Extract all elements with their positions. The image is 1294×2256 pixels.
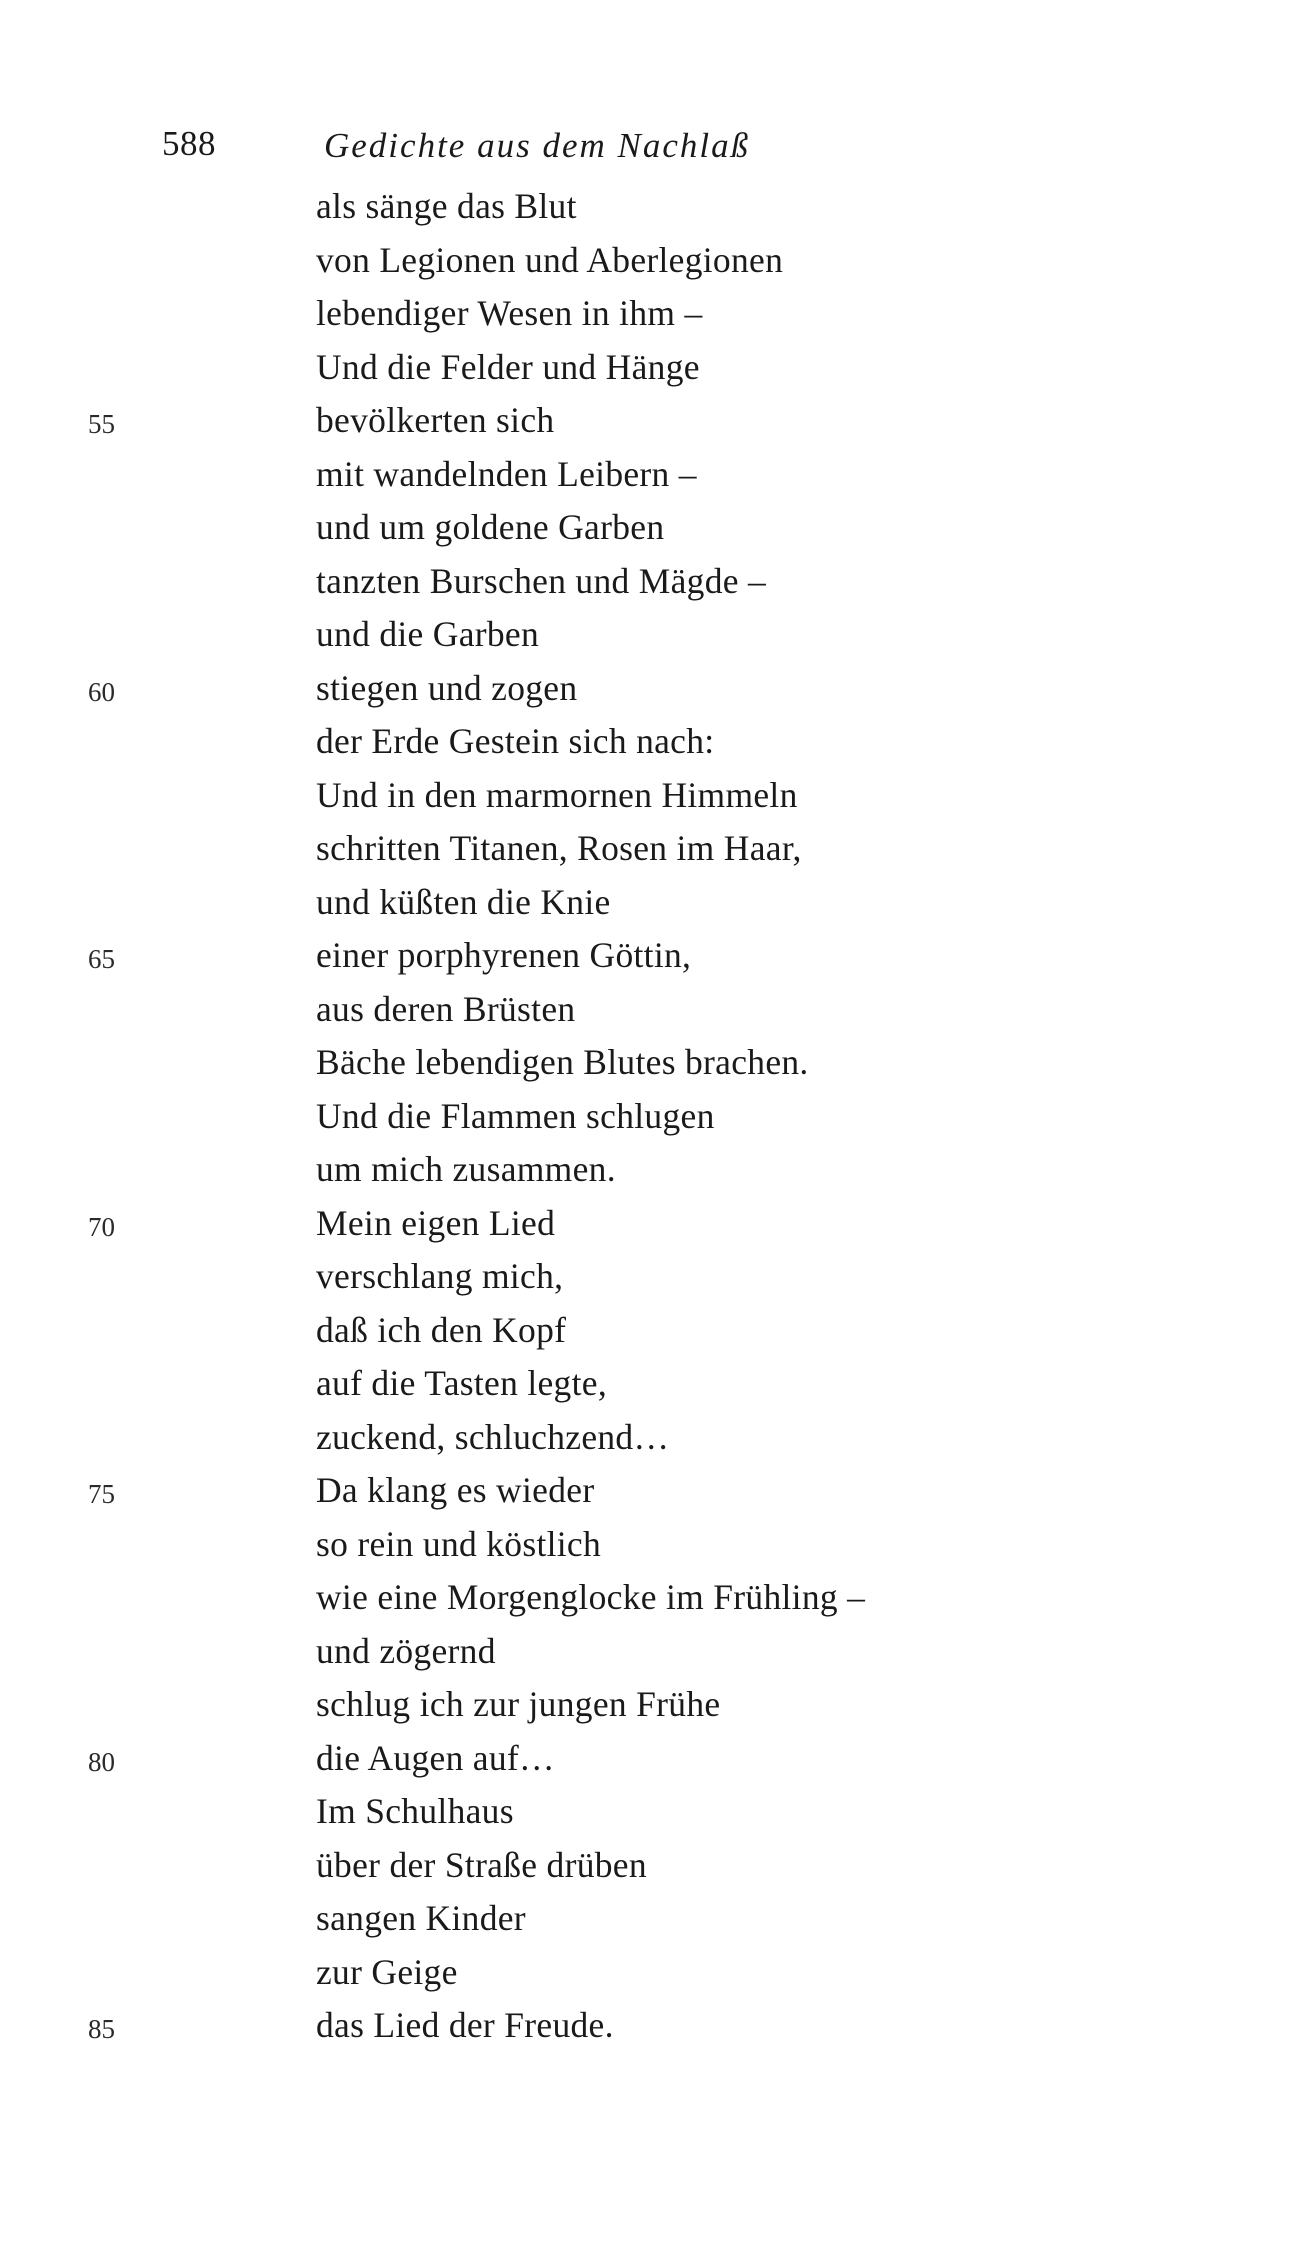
- poem-line: [0, 396, 1294, 450]
- poem-line: [0, 878, 1294, 932]
- line-text: Und die Flammen schlugen: [316, 1095, 715, 1136]
- running-title: Gedichte aus dem Nachlaß: [324, 126, 751, 165]
- line-text: Im Schulhaus: [316, 1791, 514, 1831]
- line-text: Bäche lebendigen Blutes brachen.: [316, 1042, 809, 1082]
- line-number: 70: [88, 1211, 115, 1242]
- poem-line: [0, 664, 1294, 718]
- line-text: zur Geige: [316, 1951, 458, 1992]
- poem-line: [0, 717, 1294, 771]
- line-text: tanzten Burschen und Mägde –: [316, 560, 767, 601]
- poem-line: [0, 1413, 1294, 1467]
- poem-line: [0, 1306, 1294, 1360]
- line-text: daß ich den Kopf: [316, 1309, 567, 1350]
- line-text: Und die Felder und Hänge: [316, 346, 700, 387]
- poem-line: [0, 557, 1294, 611]
- poem-line: [0, 236, 1294, 290]
- poem-line: [0, 1199, 1294, 1253]
- line-text: und zögernd: [316, 1630, 496, 1671]
- line-text: und küßten die Knie: [316, 881, 611, 922]
- poem-line: [0, 1680, 1294, 1734]
- poem-line: [0, 343, 1294, 397]
- line-text: und die Garben: [316, 614, 540, 654]
- poem-line: [0, 1092, 1294, 1146]
- poem-line: [0, 450, 1294, 504]
- line-text: bevölkerten sich: [316, 400, 555, 440]
- line-text: so rein und köstlich: [316, 1523, 602, 1564]
- poem-line: [0, 289, 1294, 343]
- poem-line: [0, 182, 1294, 236]
- line-text: als sänge das Blut: [316, 186, 577, 226]
- poem-line: [0, 1573, 1294, 1627]
- poem-line: [0, 610, 1294, 664]
- line-text: aus deren Brüsten: [316, 988, 576, 1029]
- poem-line: [0, 1038, 1294, 1092]
- poem-line: [0, 503, 1294, 557]
- poem-line: [0, 1787, 1294, 1841]
- line-text: Mein eigen Lied: [316, 1202, 556, 1243]
- poem-line: [0, 1520, 1294, 1574]
- poem-line: [0, 1359, 1294, 1413]
- line-text: auf die Tasten legte,: [316, 1363, 607, 1403]
- line-text: Und in den marmornen Himmeln: [316, 774, 798, 815]
- poem-line: [0, 1894, 1294, 1948]
- line-text: stiegen und zogen: [316, 667, 578, 708]
- poem-line: [0, 771, 1294, 825]
- poem-line: [0, 824, 1294, 878]
- line-text: sangen Kinder: [316, 1898, 526, 1938]
- line-text: zuckend, schluchzend…: [316, 1416, 670, 1457]
- poem-line: [0, 1627, 1294, 1681]
- line-text: die Augen auf…: [316, 1737, 555, 1778]
- line-number: 85: [88, 2014, 115, 2044]
- line-number: 60: [88, 676, 115, 707]
- line-number: 80: [88, 1746, 115, 1777]
- line-text: von Legionen und Aberlegionen: [316, 239, 784, 280]
- poem-line: [0, 1841, 1294, 1895]
- line-number: 65: [88, 944, 115, 974]
- poem-line: [0, 931, 1294, 985]
- line-number: 55: [88, 409, 115, 439]
- line-text: verschlang mich,: [316, 1256, 564, 1296]
- line-text: schlug ich zur jungen Frühe: [316, 1684, 721, 1724]
- poem-line: [0, 1466, 1294, 1520]
- line-text: und um goldene Garben: [316, 507, 665, 547]
- line-text: lebendiger Wesen in ihm –: [316, 293, 703, 333]
- line-text: einer porphyrenen Göttin,: [316, 935, 692, 975]
- line-text: mit wandelnden Leibern –: [316, 453, 697, 494]
- poem-line: [0, 1252, 1294, 1306]
- line-text: der Erde Gestein sich nach:: [316, 721, 715, 761]
- page-number: 588: [162, 124, 216, 163]
- poem-line: [0, 985, 1294, 1039]
- line-number: 75: [88, 1479, 115, 1509]
- line-text: das Lied der Freude.: [316, 2005, 614, 2045]
- poem-body: [0, 182, 1294, 2055]
- line-text: über der Straße drüben: [316, 1844, 647, 1885]
- line-text: um mich zusammen.: [316, 1149, 616, 1189]
- poem-line: [0, 1734, 1294, 1788]
- line-text: schritten Titanen, Rosen im Haar,: [316, 828, 802, 868]
- poem-line: [0, 1145, 1294, 1199]
- line-text: Da klang es wieder: [316, 1470, 595, 1510]
- poem-line: [0, 2001, 1294, 2055]
- line-text: wie eine Morgenglocke im Frühling –: [316, 1577, 866, 1617]
- poem-line: [0, 1948, 1294, 2002]
